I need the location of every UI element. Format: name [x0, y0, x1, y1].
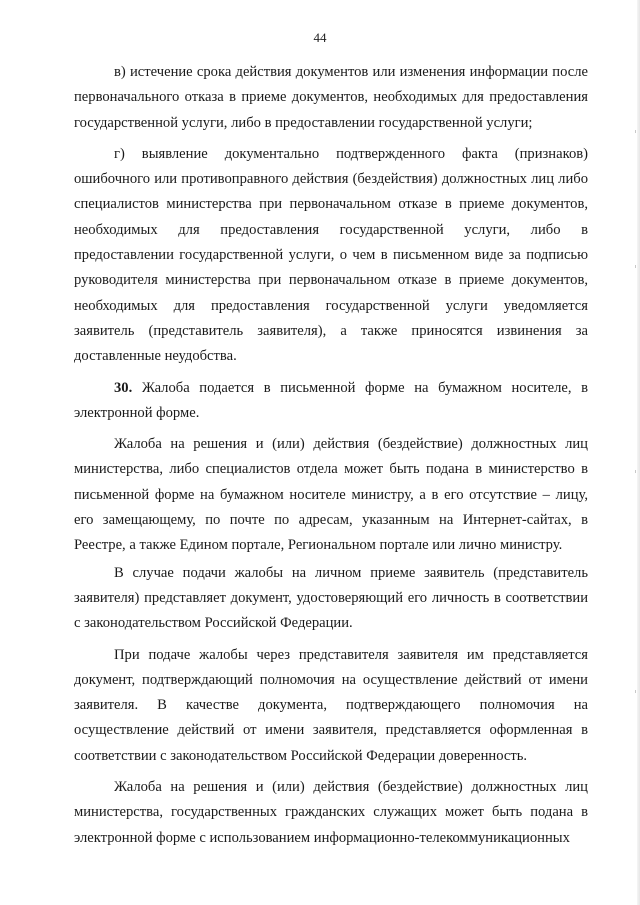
- paragraph-30-text: Жалоба подается в письменной форме на бумажном носителе, в электронной форме.: [74, 379, 588, 421]
- item-number: 30.: [114, 379, 133, 396]
- paragraph-electronic-complaint: Жалоба на решения и (или) действия (бездействие) должностных лиц министерства, государственных гражданских служащих может быть подана в электронной форме с использованием информационно-телекоммуникационных: [74, 779, 588, 846]
- paragraph-complaint-submission: Жалоба на решения и (или) действия (бездействие) должностных лиц министерства, либо специалистов отдела может быть подана в министерство в письменной форме на бумажном носителе министру, а в его отсутствие – лицу, его замещающему, по почте по адресам, указанным на Интернет-сайтах, в Реестре, а также Едином портале, Региональном портале или лично министру.: [74, 436, 588, 554]
- paragraph-representative: При подаче жалобы через представителя заявителя им представляется документ, подтверждающий полномочия на осуществление действий от имени заявителя. В качестве документа, подтверждающего полномочия на осуществление действий от имени заявителя, представляется оформленная в соответствии с законодательством Российской Федерации доверенность.: [74, 646, 588, 764]
- scan-mark: [635, 690, 636, 693]
- document-body: [74, 60, 588, 851]
- paragraph-30-complaint-form: [74, 376, 588, 427]
- paragraph-g-error-detection: г) выявление документально подтвержденного факта (признаков) ошибочного или противоправного действия (бездействия) должностных лиц либо специалистов министерства при первоначальном отказе в приеме документов, необходимых для предоставления государственной услуги, либо в предоставлении государственной услуги, о чем в письменном виде за подписью руководителя министерства при первоначальном отказе в приеме документов, необходимых для предоставления государственной услуги уведомляется заявитель (представитель заявителя), а также приносятся извинения за доставленные неудобства.: [74, 145, 588, 365]
- page-number: 44: [313, 30, 327, 45]
- scan-mark: [635, 130, 636, 133]
- scan-mark: [635, 470, 636, 473]
- paragraph-personal-reception: В случае подачи жалобы на личном приеме заявитель (представитель заявителя) представляет документ, удостоверяющий его личность в соответствии с законодательством Российской Федерации.: [74, 564, 588, 632]
- scan-mark: [635, 265, 636, 268]
- paragraph-v-expiry: в) истечение срока действия документов или изменения информации после первоначального отказа в приеме документов, необходимых для предоставления государственной услуги, либо в предоставлении государственной услуги;: [74, 64, 588, 131]
